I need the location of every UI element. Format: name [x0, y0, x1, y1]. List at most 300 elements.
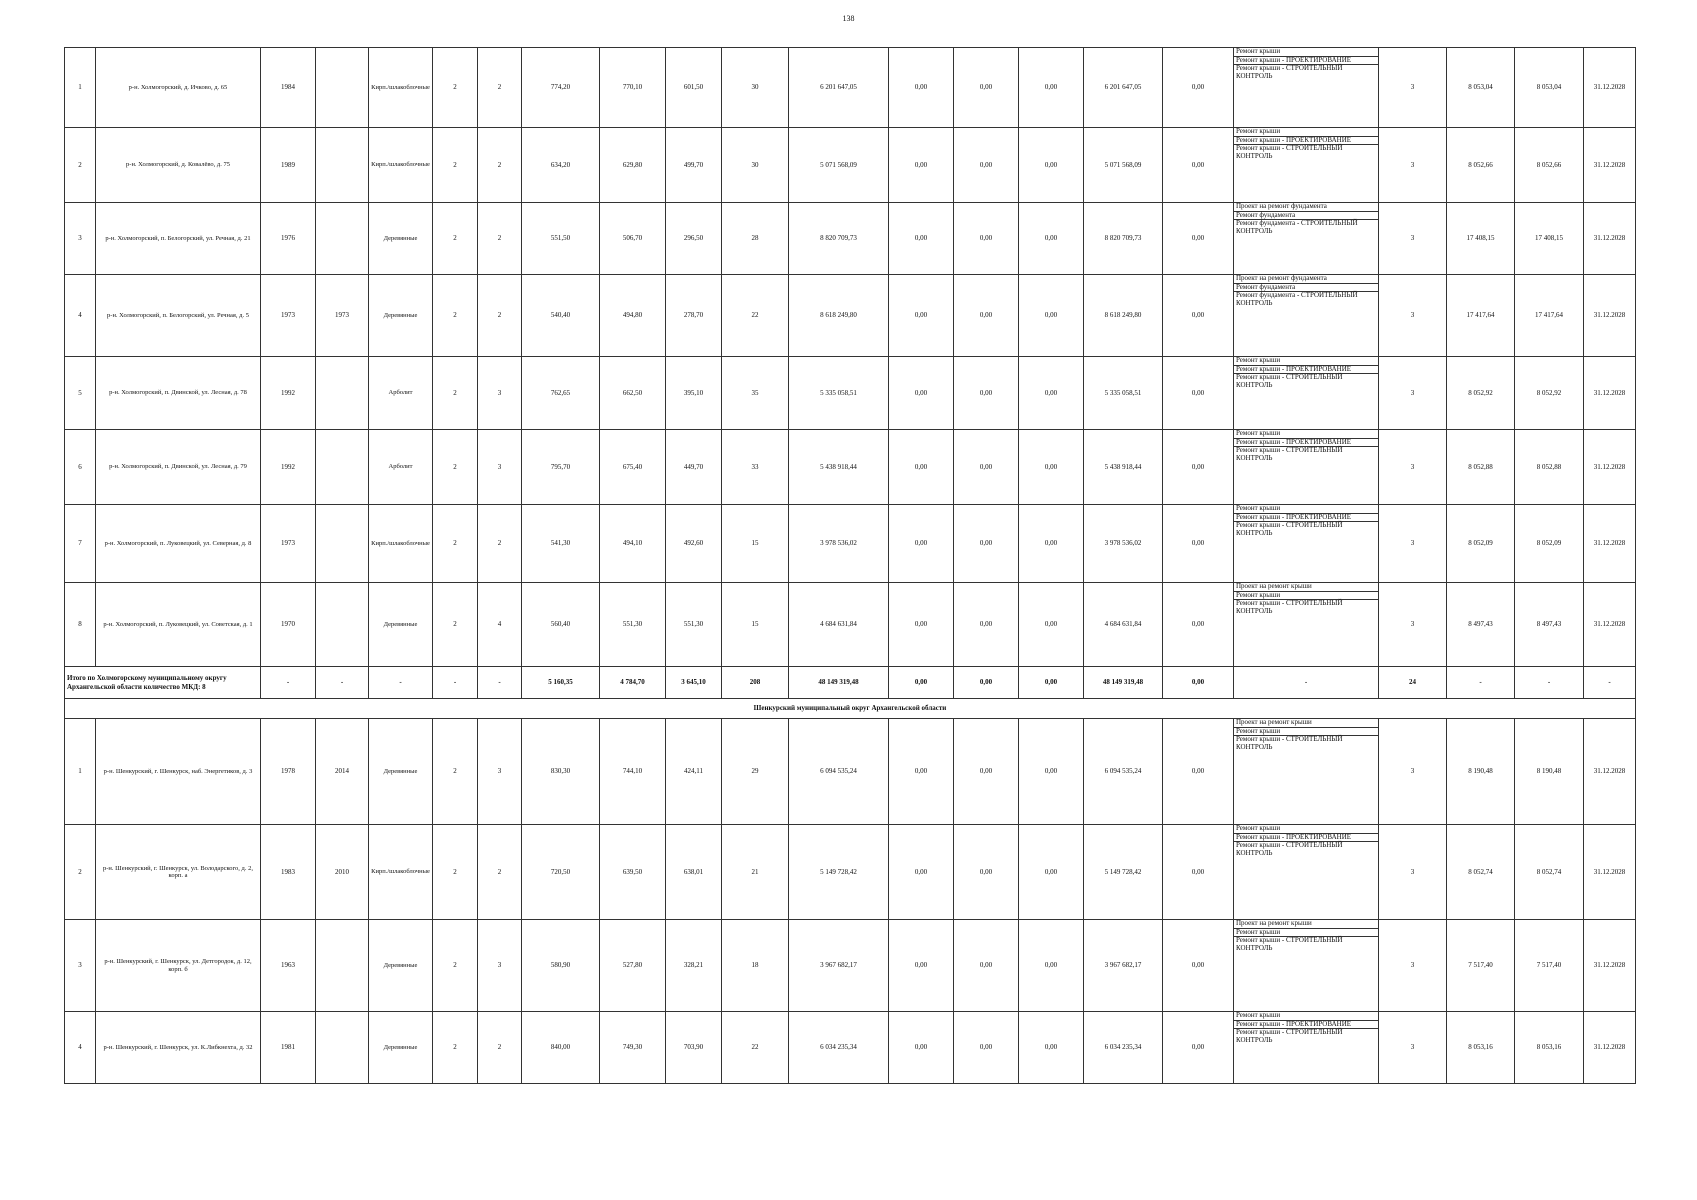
works-quantity: 3 [1379, 505, 1447, 583]
row-number: 4 [65, 275, 96, 357]
reconstruction-year [316, 430, 369, 505]
work-item: Проект на ремонт крыши [1234, 719, 1378, 728]
municipal-funds: 0,00 [1019, 719, 1084, 825]
address: р-н. Холмогорский, п. Белогорский, ул. Речная, д. 21 [96, 203, 261, 275]
work-item: Ремонт крыши - СТРОИТЕЛЬНЫЙ КОНТРОЛЬ [1236, 373, 1343, 390]
living-area: 551,30 [666, 583, 722, 667]
unit-cost: 7 517,40 [1447, 920, 1515, 1012]
regional-funds: 0,00 [954, 128, 1019, 203]
limit-cost: 8 053,16 [1515, 1012, 1584, 1084]
reconstruction-year [316, 1012, 369, 1084]
total-dash: - [1234, 667, 1379, 699]
limit-cost: 8 052,74 [1515, 825, 1584, 920]
work-types [1234, 583, 1379, 667]
reconstruction-year: 2014 [316, 719, 369, 825]
row-number: 2 [65, 825, 96, 920]
work-list [1234, 719, 1378, 752]
residential-area: 662,50 [600, 357, 666, 430]
municipal-funds: 0,00 [1019, 505, 1084, 583]
reconstruction-year [316, 203, 369, 275]
entrances-count: 3 [478, 920, 522, 1012]
residents-count: 30 [722, 128, 789, 203]
build-year: 1992 [261, 430, 316, 505]
work-item: Ремонт фундамента - СТРОИТЕЛЬНЫЙ КОНТРОЛЬ [1236, 291, 1358, 308]
other-funds: 0,00 [1163, 48, 1234, 128]
residents-count: 22 [722, 275, 789, 357]
total-cost: 8 820 709,73 [789, 203, 889, 275]
unit-cost: 8 497,43 [1447, 583, 1515, 667]
total-area: 840,00 [522, 1012, 600, 1084]
total-dash: - [1447, 667, 1515, 699]
work-types [1234, 48, 1379, 128]
federal-funds: 0,00 [889, 1012, 954, 1084]
works-quantity: 3 [1379, 275, 1447, 357]
page-number: 138 [842, 14, 855, 23]
total-f2: 0,00 [954, 667, 1019, 699]
municipal-funds: 0,00 [1019, 203, 1084, 275]
reconstruction-year: 1973 [316, 275, 369, 357]
work-types [1234, 128, 1379, 203]
build-year: 1976 [261, 203, 316, 275]
owners-funds: 4 684 631,84 [1084, 583, 1163, 667]
entrances-count: 4 [478, 583, 522, 667]
works-quantity: 3 [1379, 825, 1447, 920]
federal-funds: 0,00 [889, 48, 954, 128]
work-types [1234, 275, 1379, 357]
section-title: Шенкурский муниципальный округ Архангельской области [65, 699, 1636, 719]
unit-cost: 8 052,09 [1447, 505, 1515, 583]
work-list [1234, 357, 1378, 390]
limit-cost: 8 052,92 [1515, 357, 1584, 430]
address: р-н. Холмогорский, п. Двинской, ул. Лесная, д. 79 [96, 430, 261, 505]
unit-cost: 8 052,88 [1447, 430, 1515, 505]
address: р-н. Холмогорский, п. Двинской, ул. Лесная, д. 78 [96, 357, 261, 430]
table-row [65, 719, 1636, 825]
floors-count: 2 [433, 430, 478, 505]
residents-count: 35 [722, 357, 789, 430]
row-number: 7 [65, 505, 96, 583]
work-item: Ремонт крыши - СТРОИТЕЛЬНЫЙ КОНТРОЛЬ [1236, 446, 1343, 463]
municipal-funds: 0,00 [1019, 1012, 1084, 1084]
living-area: 703,90 [666, 1012, 722, 1084]
work-item: Ремонт крыши [1234, 48, 1378, 57]
work-types [1234, 719, 1379, 825]
reconstruction-year [316, 583, 369, 667]
total-cost: 5 149 728,42 [789, 825, 889, 920]
total-dash: - [261, 667, 316, 699]
federal-funds: 0,00 [889, 920, 954, 1012]
work-item: Ремонт крыши - ПРОЕКТИРОВАНИЕ [1234, 137, 1378, 146]
work-item: Ремонт крыши [1234, 430, 1378, 439]
reconstruction-year: 2010 [316, 825, 369, 920]
other-funds: 0,00 [1163, 825, 1234, 920]
work-types [1234, 825, 1379, 920]
address: р-н. Холмогорский, д. Ковалёво, д. 75 [96, 128, 261, 203]
municipal-funds: 0,00 [1019, 583, 1084, 667]
total-area-res: 4 784,70 [600, 667, 666, 699]
total-area: 720,50 [522, 825, 600, 920]
address: р-н. Шенкурский, г. Шенкурск, ул. Детгородок, д. 12, корп. б [96, 920, 261, 1012]
regional-funds: 0,00 [954, 1012, 1019, 1084]
wall-material: Деревянные [369, 1012, 433, 1084]
build-year: 1981 [261, 1012, 316, 1084]
reconstruction-year [316, 920, 369, 1012]
residential-area: 506,70 [600, 203, 666, 275]
works-quantity: 3 [1379, 357, 1447, 430]
row-number: 5 [65, 357, 96, 430]
regional-funds: 0,00 [954, 505, 1019, 583]
municipal-funds: 0,00 [1019, 275, 1084, 357]
entrances-count: 2 [478, 1012, 522, 1084]
floors-count: 2 [433, 825, 478, 920]
build-year: 1984 [261, 48, 316, 128]
completion-date: 31.12.2028 [1584, 48, 1636, 128]
completion-date: 31.12.2028 [1584, 128, 1636, 203]
residents-count: 28 [722, 203, 789, 275]
wall-material: Деревянные [369, 275, 433, 357]
row-number: 3 [65, 203, 96, 275]
other-funds: 0,00 [1163, 357, 1234, 430]
row-number: 1 [65, 48, 96, 128]
work-item: Ремонт крыши - ПРОЕКТИРОВАНИЕ [1234, 57, 1378, 66]
residents-count: 18 [722, 920, 789, 1012]
residents-count: 22 [722, 1012, 789, 1084]
work-item: Ремонт крыши - СТРОИТЕЛЬНЫЙ КОНТРОЛЬ [1236, 599, 1343, 616]
residential-area: 770,10 [600, 48, 666, 128]
owners-funds: 8 618 249,80 [1084, 275, 1163, 357]
completion-date: 31.12.2028 [1584, 275, 1636, 357]
regional-funds: 0,00 [954, 430, 1019, 505]
unit-cost: 17 417,64 [1447, 275, 1515, 357]
other-funds: 0,00 [1163, 505, 1234, 583]
other-funds: 0,00 [1163, 583, 1234, 667]
wall-material: Деревянные [369, 203, 433, 275]
unit-cost: 8 053,04 [1447, 48, 1515, 128]
wall-material: Деревянные [369, 719, 433, 825]
floors-count: 2 [433, 583, 478, 667]
row-number: 4 [65, 1012, 96, 1084]
row-number: 6 [65, 430, 96, 505]
work-types [1234, 357, 1379, 430]
floors-count: 2 [433, 920, 478, 1012]
floors-count: 2 [433, 128, 478, 203]
address: р-н. Холмогорский, п. Луковецкий, ул. Советская, д. 1 [96, 583, 261, 667]
work-types [1234, 1012, 1379, 1084]
work-list [1234, 48, 1378, 81]
build-year: 1989 [261, 128, 316, 203]
entrances-count: 2 [478, 128, 522, 203]
work-item: Ремонт крыши - СТРОИТЕЛЬНЫЙ КОНТРОЛЬ [1236, 521, 1343, 538]
living-area: 499,70 [666, 128, 722, 203]
entrances-count: 2 [478, 825, 522, 920]
work-item: Ремонт крыши - ПРОЕКТИРОВАНИЕ [1234, 439, 1378, 448]
work-types [1234, 430, 1379, 505]
wall-material: Арболит [369, 357, 433, 430]
total-area: 540,40 [522, 275, 600, 357]
table-row [65, 583, 1636, 667]
total-dash: - [369, 667, 433, 699]
federal-funds: 0,00 [889, 357, 954, 430]
completion-date: 31.12.2028 [1584, 203, 1636, 275]
floors-count: 2 [433, 203, 478, 275]
owners-funds: 6 034 235,34 [1084, 1012, 1163, 1084]
other-funds: 0,00 [1163, 203, 1234, 275]
entrances-count: 2 [478, 505, 522, 583]
owners-funds: 6 201 647,05 [1084, 48, 1163, 128]
table-row [65, 357, 1636, 430]
owners-funds: 5 071 568,09 [1084, 128, 1163, 203]
build-year: 1973 [261, 505, 316, 583]
living-area: 395,10 [666, 357, 722, 430]
work-item: Ремонт крыши [1234, 1012, 1378, 1021]
work-item: Ремонт крыши - СТРОИТЕЛЬНЫЙ КОНТРОЛЬ [1236, 841, 1343, 858]
federal-funds: 0,00 [889, 430, 954, 505]
work-list [1234, 825, 1378, 858]
unit-cost: 8 053,16 [1447, 1012, 1515, 1084]
federal-funds: 0,00 [889, 203, 954, 275]
works-quantity: 3 [1379, 128, 1447, 203]
work-list [1234, 583, 1378, 616]
work-item: Ремонт крыши - СТРОИТЕЛЬНЫЙ КОНТРОЛЬ [1236, 64, 1343, 81]
build-year: 1970 [261, 583, 316, 667]
total-area: 560,40 [522, 583, 600, 667]
other-funds: 0,00 [1163, 920, 1234, 1012]
other-funds: 0,00 [1163, 1012, 1234, 1084]
work-item: Ремонт крыши - ПРОЕКТИРОВАНИЕ [1234, 366, 1378, 375]
floors-count: 2 [433, 505, 478, 583]
row-number: 1 [65, 719, 96, 825]
other-funds: 0,00 [1163, 128, 1234, 203]
total-f3: 0,00 [1019, 667, 1084, 699]
total-cost: 8 618 249,80 [789, 275, 889, 357]
total-area: 762,65 [522, 357, 600, 430]
works-quantity: 3 [1379, 430, 1447, 505]
limit-cost: 8 053,04 [1515, 48, 1584, 128]
federal-funds: 0,00 [889, 505, 954, 583]
work-item: Проект на ремонт фундамента [1234, 203, 1378, 212]
work-item: Ремонт крыши - ПРОЕКТИРОВАНИЕ [1234, 514, 1378, 523]
total-dash: - [478, 667, 522, 699]
reconstruction-year [316, 128, 369, 203]
entrances-count: 3 [478, 430, 522, 505]
total-f1: 0,00 [889, 667, 954, 699]
regional-funds: 0,00 [954, 203, 1019, 275]
federal-funds: 0,00 [889, 275, 954, 357]
municipal-funds: 0,00 [1019, 357, 1084, 430]
address: р-н. Холмогорский, п. Белогорский, ул. Речная, д. 5 [96, 275, 261, 357]
total-cost: 5 071 568,09 [789, 128, 889, 203]
work-list [1234, 1012, 1378, 1045]
work-item: Ремонт крыши [1234, 592, 1378, 601]
municipal-funds: 0,00 [1019, 825, 1084, 920]
work-item: Ремонт фундамента - СТРОИТЕЛЬНЫЙ КОНТРОЛЬ [1236, 219, 1358, 236]
total-area: 795,70 [522, 430, 600, 505]
floors-count: 2 [433, 357, 478, 430]
build-year: 1992 [261, 357, 316, 430]
owners-funds: 5 335 058,51 [1084, 357, 1163, 430]
table-row [65, 275, 1636, 357]
entrances-count: 3 [478, 357, 522, 430]
address: р-н. Шенкурский, г. Шенкурск, ул. К.Либкнехта, д. 32 [96, 1012, 261, 1084]
row-number: 8 [65, 583, 96, 667]
wall-material: Кирп./шлакоблочные [369, 48, 433, 128]
municipal-funds: 0,00 [1019, 430, 1084, 505]
completion-date: 31.12.2028 [1584, 583, 1636, 667]
works-quantity: 3 [1379, 583, 1447, 667]
completion-date: 31.12.2028 [1584, 825, 1636, 920]
municipal-funds: 0,00 [1019, 920, 1084, 1012]
living-area: 278,70 [666, 275, 722, 357]
unit-cost: 8 052,74 [1447, 825, 1515, 920]
residential-area: 629,80 [600, 128, 666, 203]
regional-funds: 0,00 [954, 357, 1019, 430]
table-row [65, 505, 1636, 583]
residents-count: 15 [722, 505, 789, 583]
living-area: 492,60 [666, 505, 722, 583]
total-area: 551,50 [522, 203, 600, 275]
work-item: Ремонт крыши [1234, 929, 1378, 938]
total-cost: 3 978 536,02 [789, 505, 889, 583]
residential-area: 551,30 [600, 583, 666, 667]
entrances-count: 2 [478, 203, 522, 275]
wall-material: Деревянные [369, 920, 433, 1012]
limit-cost: 8 052,09 [1515, 505, 1584, 583]
work-types [1234, 203, 1379, 275]
work-item: Ремонт крыши - СТРОИТЕЛЬНЫЙ КОНТРОЛЬ [1236, 144, 1343, 161]
floors-count: 2 [433, 1012, 478, 1084]
works-quantity: 3 [1379, 719, 1447, 825]
residents-count: 21 [722, 825, 789, 920]
living-area: 449,70 [666, 430, 722, 505]
reconstruction-year [316, 48, 369, 128]
wall-material: Кирп./шлакоблочные [369, 128, 433, 203]
row-number: 2 [65, 128, 96, 203]
other-funds: 0,00 [1163, 275, 1234, 357]
address: р-н. Шенкурский, г. Шенкурск, наб. Энергетиков, д. 3 [96, 719, 261, 825]
work-item: Ремонт крыши [1234, 357, 1378, 366]
total-cost: 5 335 058,51 [789, 357, 889, 430]
table-row [65, 1012, 1636, 1084]
limit-cost: 17 408,15 [1515, 203, 1584, 275]
regional-funds: 0,00 [954, 48, 1019, 128]
wall-material: Арболит [369, 430, 433, 505]
regional-funds: 0,00 [954, 920, 1019, 1012]
work-item: Ремонт крыши - СТРОИТЕЛЬНЫЙ КОНТРОЛЬ [1236, 936, 1343, 953]
completion-date: 31.12.2028 [1584, 1012, 1636, 1084]
total-area: 634,20 [522, 128, 600, 203]
federal-funds: 0,00 [889, 583, 954, 667]
owners-funds: 8 820 709,73 [1084, 203, 1163, 275]
total-cost: 6 094 535,24 [789, 719, 889, 825]
completion-date: 31.12.2028 [1584, 357, 1636, 430]
unit-cost: 8 052,66 [1447, 128, 1515, 203]
total-area-liv: 3 645,10 [666, 667, 722, 699]
regional-funds: 0,00 [954, 719, 1019, 825]
work-item: Проект на ремонт крыши [1234, 920, 1378, 929]
total-works-quantity: 24 [1379, 667, 1447, 699]
unit-cost: 8 052,92 [1447, 357, 1515, 430]
work-item: Ремонт крыши - ПРОЕКТИРОВАНИЕ [1234, 834, 1378, 843]
total-own: 48 149 319,48 [1084, 667, 1163, 699]
total-cost: 4 684 631,84 [789, 583, 889, 667]
total-cost: 5 438 918,44 [789, 430, 889, 505]
limit-cost: 8 497,43 [1515, 583, 1584, 667]
entrances-count: 2 [478, 48, 522, 128]
table-row [65, 920, 1636, 1012]
work-item: Проект на ремонт крыши [1234, 583, 1378, 592]
work-item: Ремонт крыши [1234, 505, 1378, 514]
residents-count: 33 [722, 430, 789, 505]
table-row [65, 48, 1636, 128]
floors-count: 2 [433, 275, 478, 357]
work-item: Ремонт крыши - ПРОЕКТИРОВАНИЕ [1234, 1021, 1378, 1030]
owners-funds: 3 978 536,02 [1084, 505, 1163, 583]
federal-funds: 0,00 [889, 825, 954, 920]
work-types [1234, 920, 1379, 1012]
work-item: Ремонт крыши - СТРОИТЕЛЬНЫЙ КОНТРОЛЬ [1236, 735, 1343, 752]
total-area-total: 5 160,35 [522, 667, 600, 699]
residential-area: 494,10 [600, 505, 666, 583]
reconstruction-year [316, 357, 369, 430]
living-area: 424,11 [666, 719, 722, 825]
residents-count: 15 [722, 583, 789, 667]
table-row [65, 203, 1636, 275]
completion-date: 31.12.2028 [1584, 920, 1636, 1012]
section-header-row [65, 699, 1636, 719]
total-label: Итого по Холмогорскому муниципальному округу Архангельской области количество МКД: 8 [65, 667, 261, 699]
unit-cost: 17 408,15 [1447, 203, 1515, 275]
total-area: 580,90 [522, 920, 600, 1012]
owners-funds: 6 094 535,24 [1084, 719, 1163, 825]
owners-funds: 5 149 728,42 [1084, 825, 1163, 920]
table-row [65, 825, 1636, 920]
regional-funds: 0,00 [954, 583, 1019, 667]
work-item: Проект на ремонт фундамента [1234, 275, 1378, 284]
row-number: 3 [65, 920, 96, 1012]
residents-count: 29 [722, 719, 789, 825]
residential-area: 744,10 [600, 719, 666, 825]
total-dash: - [1515, 667, 1584, 699]
build-year: 1963 [261, 920, 316, 1012]
table-row [65, 430, 1636, 505]
works-quantity: 3 [1379, 920, 1447, 1012]
floors-count: 2 [433, 48, 478, 128]
living-area: 328,21 [666, 920, 722, 1012]
total-cost: 6 034 235,34 [789, 1012, 889, 1084]
limit-cost: 17 417,64 [1515, 275, 1584, 357]
owners-funds: 5 438 918,44 [1084, 430, 1163, 505]
residents-count: 30 [722, 48, 789, 128]
other-funds: 0,00 [1163, 430, 1234, 505]
federal-funds: 0,00 [889, 128, 954, 203]
completion-date: 31.12.2028 [1584, 719, 1636, 825]
address: р-н. Шенкурский, г. Шенкурск, ул. Володарского, д. 2, корп. а [96, 825, 261, 920]
build-year: 1983 [261, 825, 316, 920]
total-dash: - [433, 667, 478, 699]
residential-area: 527,80 [600, 920, 666, 1012]
total-other: 0,00 [1163, 667, 1234, 699]
municipal-funds: 0,00 [1019, 48, 1084, 128]
other-funds: 0,00 [1163, 719, 1234, 825]
entrances-count: 3 [478, 719, 522, 825]
build-year: 1978 [261, 719, 316, 825]
work-types [1234, 505, 1379, 583]
work-item: Ремонт фундамента [1234, 284, 1378, 293]
living-area: 296,50 [666, 203, 722, 275]
total-cost: 6 201 647,05 [789, 48, 889, 128]
residential-area: 749,30 [600, 1012, 666, 1084]
total-cost: 48 149 319,48 [789, 667, 889, 699]
